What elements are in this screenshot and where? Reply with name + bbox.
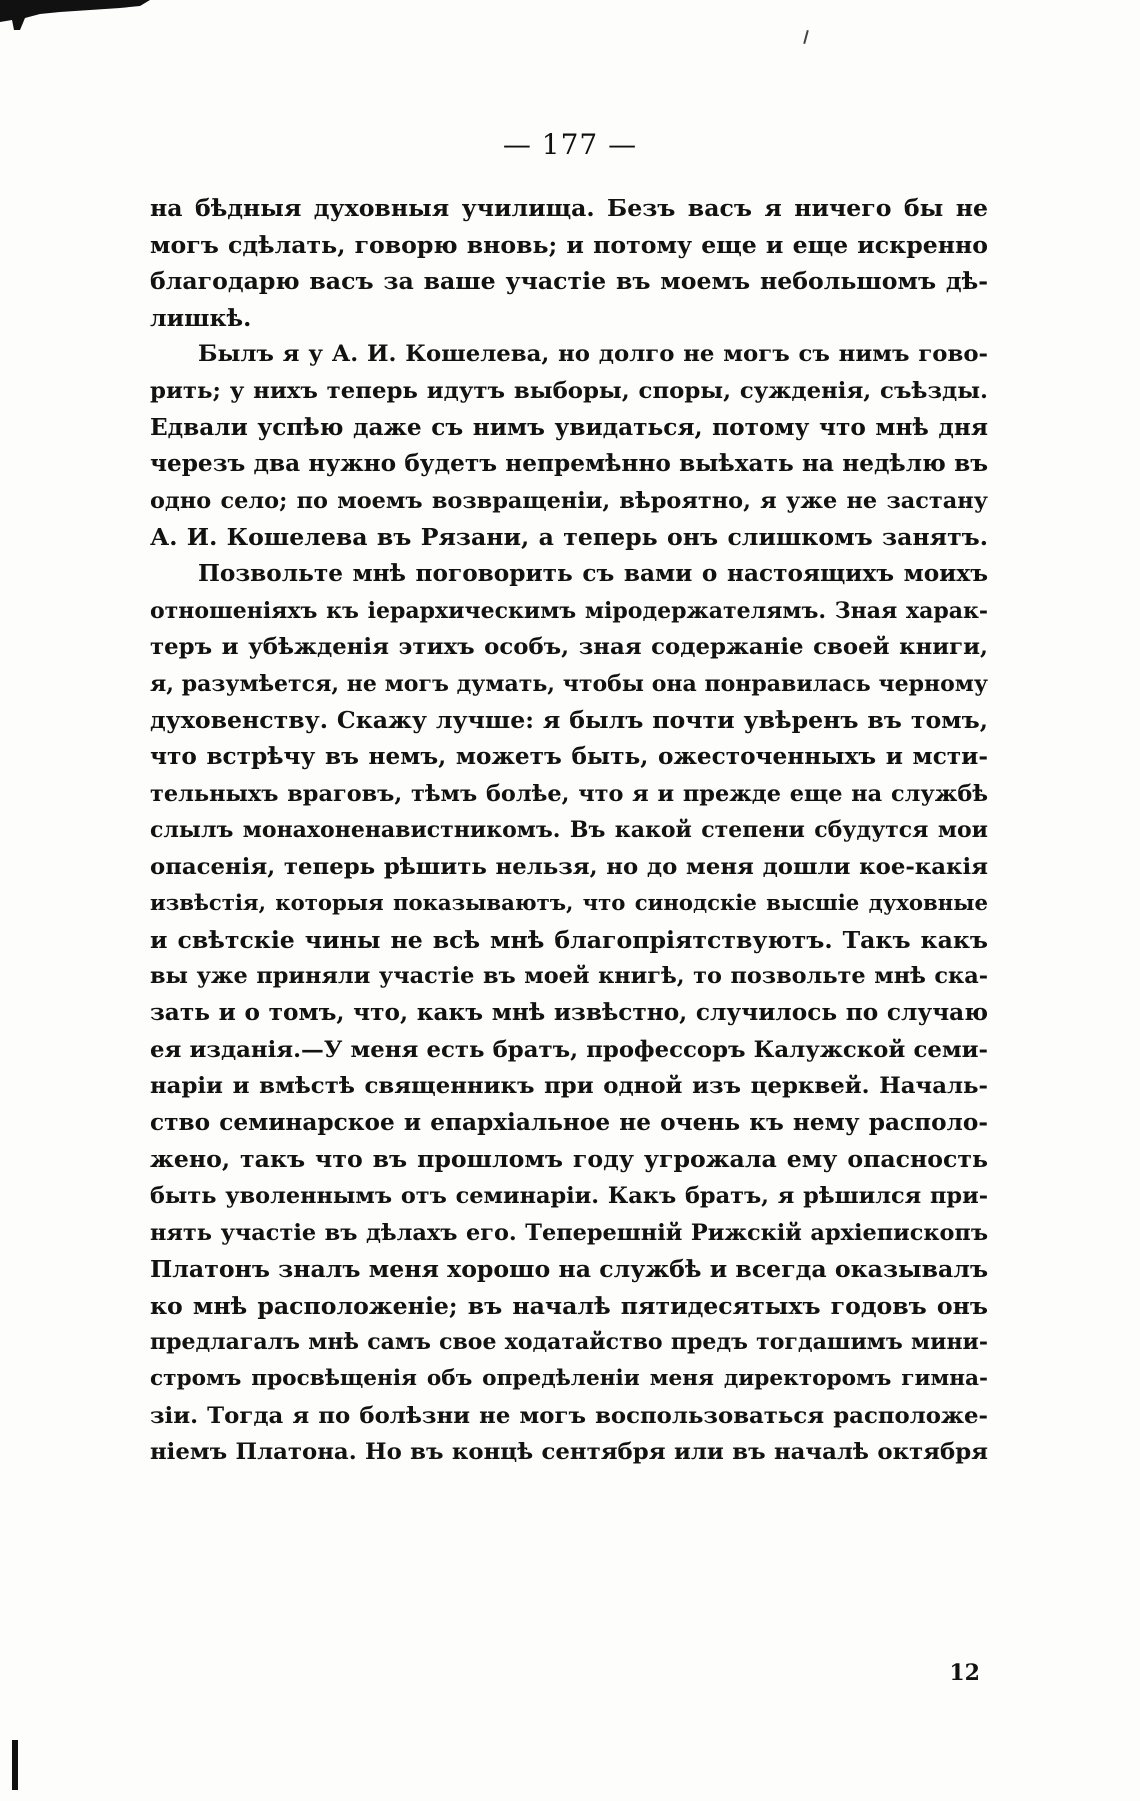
paragraph-1	[150, 190, 988, 336]
text-line: и свѣтскіе чины не всѣ мнѣ благопріятствуютъ. Такъ какъ	[150, 925, 988, 954]
text-line: я, разумѣется, не могъ думать, чтобы она понравилась черному	[150, 670, 988, 697]
text-line: зать и о томъ, что, какъ мнѣ извѣстно, случилось по случаю	[150, 999, 988, 1027]
text-line: ея изданія.—У меня есть братъ, профессоръ Калужской семи-	[150, 1036, 988, 1063]
text-line: быть уволеннымъ отъ семинаріи. Какъ братъ, я рѣшился при-	[150, 1183, 988, 1210]
text-line: нять участіе въ дѣлахъ его. Теперешній Рижскій архіепископъ	[150, 1219, 988, 1246]
text-line: ніемъ Платона. Но въ концѣ сентября или въ началѣ октября	[150, 1439, 988, 1466]
text-line: слылъ монахоненавистникомъ. Въ какой степени сбудутся мои	[150, 817, 988, 844]
text-line: одно село; по моемъ возвращеніи, вѣроятно, я уже не застану	[150, 487, 988, 514]
page-number-header: — 177 —	[502, 128, 638, 161]
signature-mark: 12	[949, 1660, 980, 1686]
text-line: ко мнѣ расположеніе; въ началѣ пятидесятыхъ годовъ онъ	[150, 1291, 988, 1320]
text-line: лишкѣ.	[150, 303, 252, 332]
body-text	[150, 190, 988, 1471]
text-line: извѣстія, которыя показываютъ, что синодскіе высшіе духовные	[150, 890, 988, 916]
text-line: рить; у нихъ теперь идутъ выборы, споры, сужденія, съѣзды.	[150, 377, 988, 404]
text-line: духовенству. Скажу лучше: я былъ почти увѣренъ въ томъ,	[150, 706, 988, 735]
text-line: Былъ я у А. И. Кошелева, но долго не могъ съ нимъ гово-	[198, 341, 988, 368]
text-line: опасенія, теперь рѣшить нельзя, но до меня дошли кое-какія	[150, 853, 988, 880]
paragraph-3	[150, 556, 988, 1471]
scan-tick-mark	[803, 30, 809, 44]
text-line: Едвали успѣю даже съ нимъ увидаться, потому что мнѣ дня	[150, 413, 988, 441]
text-line: могъ сдѣлать, говорю вновь; и потому еще и еще искренно	[150, 230, 988, 259]
text-line: жено, такъ что въ прошломъ году угрожала ему опасность	[150, 1145, 988, 1174]
text-line: благодарю васъ за ваше участіе въ моемъ небольшомъ дѣ-	[150, 267, 988, 296]
text-line: А. И. Кошелева въ Рязани, а теперь онъ слишкомъ занятъ.	[150, 523, 988, 552]
text-line: стромъ просвѣщенія объ опредѣленіи меня директоромъ гимна-	[150, 1366, 988, 1391]
text-line: наріи и вмѣстѣ священникъ при одной изъ церквей. Началь-	[150, 1073, 988, 1100]
text-line: ство семинарское и епархіальное не очень къ нему располо-	[150, 1108, 988, 1136]
scan-edge-mark	[0, 0, 170, 30]
text-line: на бѣдныя духовныя училища. Безъ васъ я ничего бы не	[150, 194, 988, 222]
text-line: что встрѣчу въ немъ, можетъ быть, ожесточенныхъ и мсти-	[150, 742, 988, 770]
text-line: отношеніяхъ къ іерархическимъ міродержателямъ. Зная харак-	[150, 597, 988, 624]
text-line: вы уже приняли участіе въ моей книгѣ, то позвольте мнѣ ска-	[150, 963, 988, 990]
text-line: черезъ два нужно будетъ непремѣнно выѣхать на недѣлю въ	[150, 450, 988, 478]
scan-left-edge-mark	[12, 1740, 18, 1790]
text-line: Платонъ зналъ меня хорошо на службѣ и всегда оказывалъ	[150, 1255, 988, 1284]
text-line: зіи. Тогда я по болѣзни не могъ воспользоваться расположе-	[150, 1402, 988, 1429]
paragraph-2	[150, 336, 988, 556]
text-line: предлагалъ мнѣ самъ свое ходатайство предъ тогдашимъ мини-	[150, 1329, 988, 1356]
text-line: тельныхъ враговъ, тѣмъ болѣе, что я и прежде еще на службѣ	[150, 780, 988, 807]
text-line: теръ и убѣжденія этихъ особъ, зная содержаніе своей книги,	[150, 634, 988, 661]
text-line: Позвольте мнѣ поговорить съ вами о настоящихъ моихъ	[198, 559, 988, 587]
